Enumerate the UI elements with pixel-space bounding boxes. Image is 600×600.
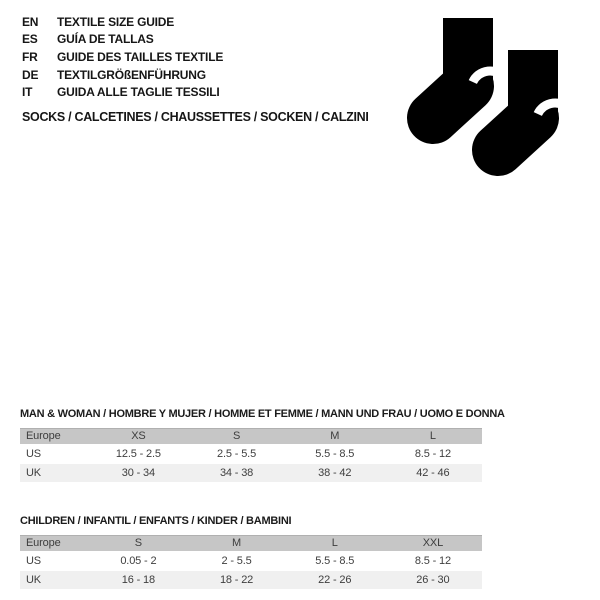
column-header: Europe (26, 537, 61, 549)
size-cell: 5.5 - 8.5 (315, 448, 355, 460)
region-label: UK (26, 574, 41, 586)
table-row (20, 571, 482, 589)
column-header: XXL (422, 537, 444, 549)
table-title: CHILDREN / INFANTIL / ENFANTS / KINDER / BAMBINI (20, 515, 292, 527)
language-row (22, 13, 223, 31)
size-cell: 30 - 34 (121, 467, 155, 479)
column-header: Europe (26, 430, 61, 442)
size-table-children (20, 515, 482, 589)
column-header: S (232, 430, 241, 442)
language-label: GUIDE DES TAILLES TEXTILE (57, 49, 224, 64)
size-cell: 34 - 38 (219, 467, 254, 479)
column-header: L (429, 430, 436, 442)
table-row (20, 552, 482, 570)
size-cell: 8.5 - 12 (414, 555, 451, 567)
sock-left (433, 18, 509, 118)
size-cell: 8.5 - 12 (414, 448, 451, 460)
table-header-row (20, 535, 482, 551)
size-cell: 42 - 46 (416, 467, 450, 479)
language-row (22, 83, 223, 101)
table-row (20, 464, 482, 482)
language-code: FR (22, 49, 38, 64)
language-label: GUÍA DE TALLAS (57, 32, 154, 47)
region-label: US (26, 448, 41, 460)
size-cell: 38 - 42 (318, 467, 352, 479)
language-label: GUIDA ALLE TAGLIE TESSILI (57, 85, 220, 100)
language-code: EN (22, 14, 39, 29)
language-label: TEXTILE SIZE GUIDE (57, 14, 175, 29)
language-label: TEXTILGRÖßENFÜHRUNG (57, 67, 206, 82)
table-header-row (20, 428, 482, 444)
language-row (22, 48, 223, 66)
size-cell: 18 - 22 (219, 574, 254, 586)
region-label: UK (26, 467, 41, 479)
language-code: ES (22, 32, 38, 47)
size-cell: 12.5 - 2.5 (115, 448, 161, 460)
category-title: SOCKS / CALCETINES / CHAUSSETTES / SOCKEN / CALZINI (22, 110, 369, 124)
column-header: M (330, 430, 340, 442)
language-code: DE (22, 67, 39, 82)
size-cell: 22 - 26 (318, 574, 352, 586)
size-cell: 0.05 - 2 (120, 555, 157, 567)
language-code: IT (22, 85, 33, 100)
region-label: US (26, 555, 41, 567)
table-row (20, 445, 482, 463)
sock-right (498, 50, 574, 150)
size-cell: 2.5 - 5.5 (217, 448, 257, 460)
size-cell: 16 - 18 (121, 574, 155, 586)
language-row (22, 66, 223, 84)
size-cell: 5.5 - 8.5 (315, 555, 355, 567)
column-header: M (232, 537, 242, 549)
table-title: MAN & WOMAN / HOMBRE Y MUJER / HOMME ET FEMME / MANN UND FRAU / UOMO E DONNA (20, 408, 505, 420)
column-header: L (331, 537, 338, 549)
language-title-block (22, 13, 223, 101)
language-row (22, 31, 223, 49)
socks-icon (395, 5, 590, 185)
size-table-adults (20, 408, 505, 482)
size-cell: 2 - 5.5 (221, 555, 252, 567)
column-header: S (134, 537, 142, 549)
column-header: XS (131, 430, 146, 442)
size-cell: 26 - 30 (416, 574, 450, 586)
